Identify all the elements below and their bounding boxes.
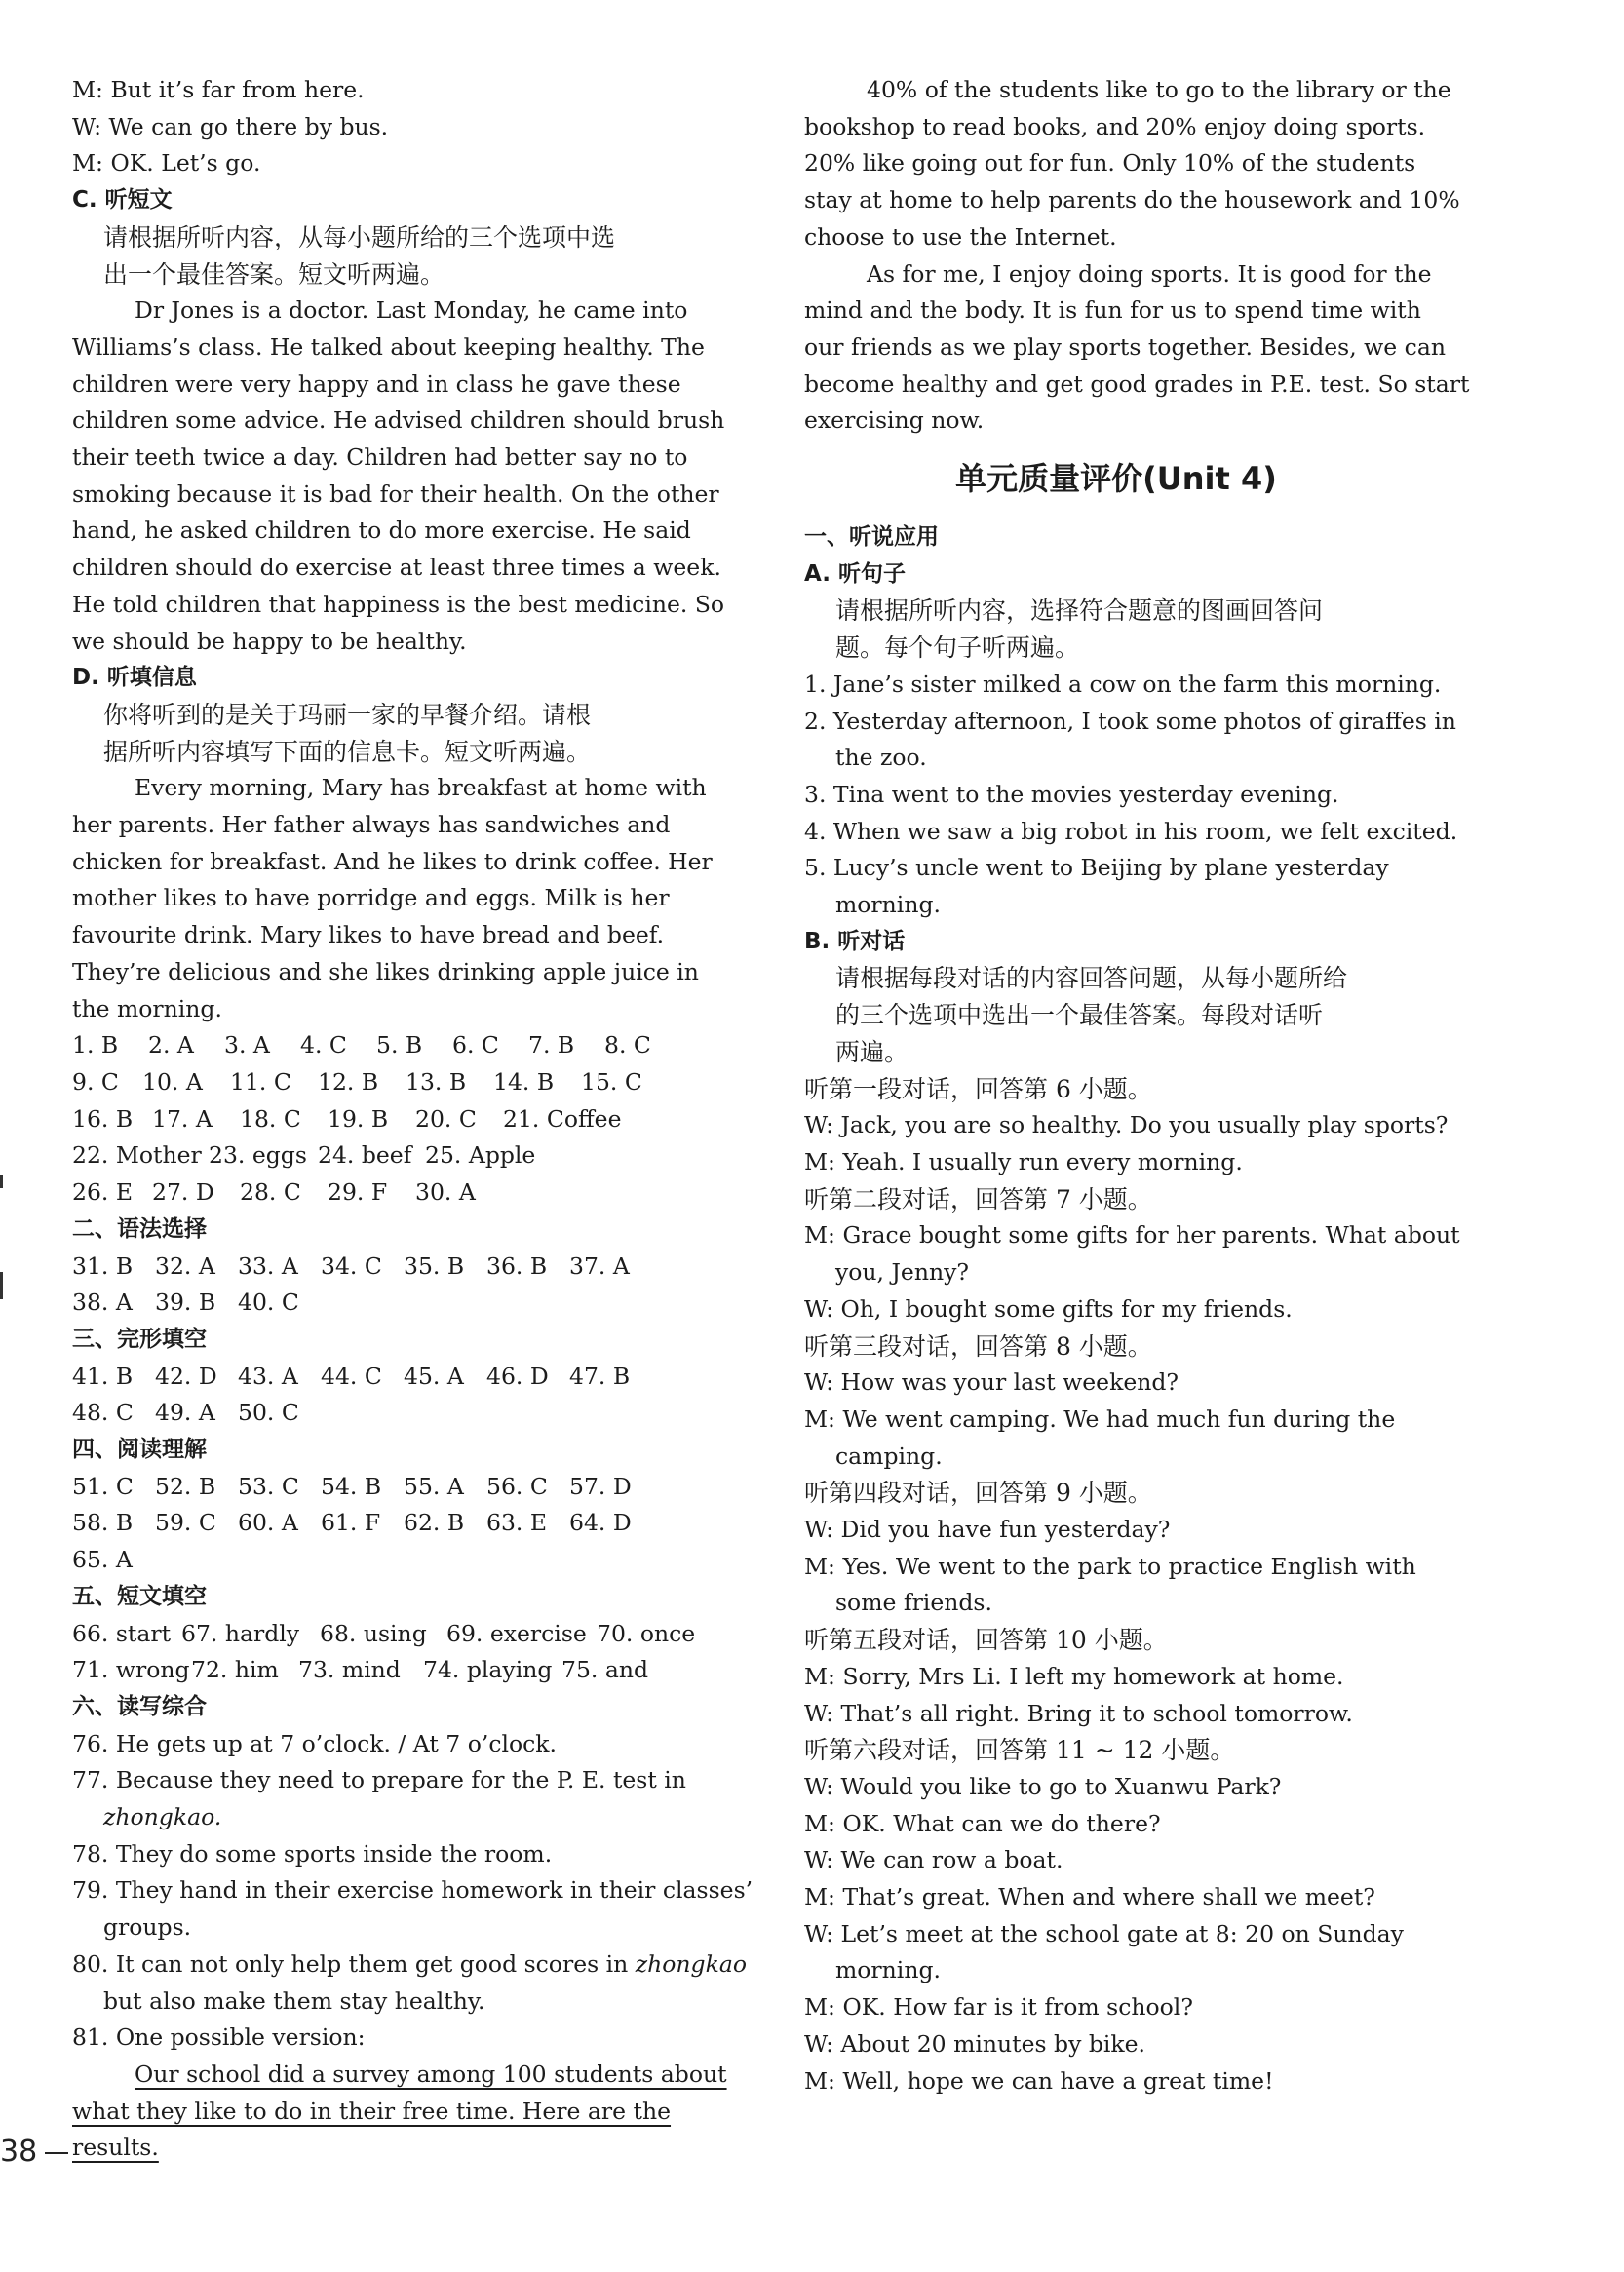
answer: 64. D	[569, 1509, 632, 1537]
answer: 24. beef	[318, 1141, 412, 1170]
answer: 20. C	[415, 1104, 477, 1133]
answer: 74. playing	[423, 1656, 553, 1684]
answer: 69. exercise	[446, 1619, 587, 1647]
answer: 18. C	[240, 1104, 301, 1133]
answer: 22. Mother	[72, 1141, 202, 1170]
essay-line: stay at home to help parents do the housework and 10%	[804, 186, 1460, 214]
dialog-line: M: Grace bought some gifts for her parents. What about	[804, 1221, 1460, 1250]
passage-line: the morning.	[72, 994, 222, 1022]
dialog-line: M: OK. Let’s go.	[72, 149, 261, 177]
passage-line: smoking because it is bad for their health. On the other	[72, 480, 719, 508]
dialog-label: 听第五段对话，回答第 10 小题。	[804, 1626, 1168, 1655]
section-c-heading: C. 听短文	[72, 187, 173, 213]
answer: 62. B	[404, 1509, 465, 1537]
answer: 38. A	[72, 1289, 133, 1317]
essay-line: become healthy and get good grades in P.E. test. So start	[804, 369, 1470, 398]
answer-row	[72, 1616, 696, 1653]
dialog-line: M: Yes. We went to the park to practice English with	[804, 1552, 1416, 1580]
answer: 16. B	[72, 1104, 134, 1133]
dialog-line: M: Sorry, Mrs Li. I left my homework at home.	[804, 1662, 1344, 1690]
answer: 70. once	[597, 1619, 696, 1647]
instruction-line: 请根据每段对话的内容回答问题，从每小题所给	[835, 964, 1348, 993]
essay-line: mind and the body. It is fun for us to spend time with	[804, 296, 1421, 325]
dialog-line-cont: camping.	[835, 1442, 943, 1470]
part1-heading: 一、听说应用	[804, 524, 939, 551]
answer: 49. A	[155, 1399, 215, 1427]
page-number-dash	[45, 2152, 68, 2154]
sentence-item: 3. Tina went to the movies yesterday evening.	[804, 780, 1339, 808]
essay-line: Our school did a survey among 100 students about	[135, 2060, 727, 2088]
answer: 41. B	[72, 1362, 134, 1390]
answer-row	[72, 1359, 696, 1396]
essay-line: As for me, I enjoy doing sports. It is good for the	[867, 259, 1432, 288]
passage-d	[72, 770, 713, 1027]
binding-mark	[0, 1272, 3, 1299]
answer: 56. C	[486, 1472, 548, 1500]
answer: 71. wrong	[72, 1656, 190, 1684]
sentence-item: 4. When we saw a big robot in his room, we felt excited.	[804, 817, 1458, 845]
answer-row	[72, 1469, 696, 1506]
answer: 31. B	[72, 1252, 134, 1280]
dialog-label: 听第四段对话，回答第 9 小题。	[804, 1479, 1152, 1508]
answer: 59. C	[155, 1509, 216, 1537]
dialog-line: M: OK. How far is it from school?	[804, 1993, 1193, 2022]
answer: 27. D	[152, 1178, 214, 1207]
answer: 67. hardly	[181, 1619, 300, 1647]
answer: 28. C	[240, 1178, 301, 1207]
answer: 8. C	[604, 1031, 651, 1059]
passage-line: their teeth twice a day. Children had better say no to	[72, 443, 688, 472]
answer: 17. A	[152, 1104, 213, 1133]
part3-heading: 三、完形填空	[72, 1326, 207, 1352]
essay-line: exercising now.	[804, 406, 985, 435]
answer: 19. B	[328, 1104, 389, 1133]
answer-79: 79. They hand in their exercise homework in their classes’	[72, 1876, 754, 1905]
passage-line: They’re delicious and she likes drinking apple juice in	[72, 957, 699, 985]
instruction-line: 你将听到的是关于玛丽一家的早餐介绍。请根	[103, 700, 592, 729]
answer: 21. Coffee	[503, 1104, 622, 1133]
dialog-line-cont: some friends.	[835, 1589, 992, 1617]
answer-row	[72, 1027, 696, 1064]
dialog-line: W: About 20 minutes by bike.	[804, 2029, 1145, 2058]
answer: 42. D	[155, 1362, 217, 1390]
essay-line: 40% of the students like to go to the library or the	[867, 76, 1451, 103]
answer: 52. B	[155, 1472, 216, 1500]
section-b-heading: B. 听对话	[804, 928, 906, 954]
part5-heading: 五、短文填空	[72, 1583, 207, 1609]
answer-row	[72, 1652, 696, 1689]
binding-mark	[0, 1175, 3, 1188]
instruction-line: 据所听内容填写下面的信息卡。短文听两遍。	[103, 737, 592, 766]
dialog-line-cont: morning.	[835, 1956, 941, 1984]
answer: 26. E	[72, 1178, 133, 1207]
dialog-line: M: OK. What can we do there?	[804, 1809, 1161, 1837]
passage-c	[72, 292, 725, 660]
sentence-item: 5. Lucy’s uncle went to Beijing by plane yesterday	[804, 854, 1389, 882]
section-a-heading: A. 听句子	[804, 560, 906, 587]
dialog-line: W: Let’s meet at the school gate at 8: 20 on Sunday	[804, 1919, 1404, 1947]
answer: 63. E	[486, 1509, 547, 1537]
answer: 47. B	[569, 1362, 631, 1390]
passage-line: mother likes to have porridge and eggs. Milk is her	[72, 884, 670, 912]
sentence-item: 1. Jane’s sister milked a cow on the farm this morning.	[804, 670, 1442, 698]
passage-line: we should be happy to be healthy.	[72, 627, 467, 655]
answer: 2. A	[148, 1031, 194, 1059]
dialog-line: M: But it’s far from here.	[72, 76, 365, 103]
dialog-line: W: Oh, I bought some gifts for my friends.	[804, 1294, 1293, 1323]
right-column	[804, 72, 1470, 2099]
answer: 40. C	[238, 1289, 299, 1317]
answer: 43. A	[238, 1362, 298, 1390]
answer: 66. start	[72, 1619, 172, 1647]
answer: 13. B	[406, 1067, 467, 1096]
answer: 60. A	[238, 1509, 298, 1537]
passage-line: her parents. Her father always has sandwiches and	[72, 811, 671, 839]
answer-80-term: zhongkao	[635, 1949, 747, 1978]
dialog-line: W: How was your last weekend?	[804, 1368, 1179, 1397]
answer: 73. mind	[298, 1656, 401, 1684]
answer: 53. C	[238, 1472, 299, 1500]
answer: 48. C	[72, 1399, 134, 1427]
answer-row	[72, 1542, 696, 1579]
answer: 7. B	[528, 1031, 575, 1059]
dialog-line: W: That’s all right. Bring it to school tomorrow.	[804, 1699, 1353, 1727]
answer-row	[72, 1137, 696, 1175]
answer: 9. C	[72, 1067, 119, 1096]
answer: 6. C	[452, 1031, 499, 1059]
answer: 36. B	[486, 1252, 548, 1280]
dialog-line: W: We can go there by bus.	[72, 112, 389, 140]
answer: 51. C	[72, 1472, 134, 1500]
answer: 1. B	[72, 1031, 119, 1059]
answer-77-cont: zhongkao.	[103, 1803, 222, 1831]
answer-79-cont: groups.	[103, 1913, 192, 1942]
instruction-line: 出一个最佳答案。短文听两遍。	[103, 259, 445, 289]
part6-heading: 六、读写综合	[72, 1693, 207, 1719]
answer: 11. C	[230, 1067, 291, 1096]
answer-80-cont: but also make them stay healthy.	[103, 1986, 485, 2015]
answer-row	[72, 1505, 696, 1542]
answer-77: 77. Because they need to prepare for the P. E. test in	[72, 1766, 686, 1794]
sentence-item-cont: morning.	[835, 891, 941, 919]
passage-line: Dr Jones is a doctor. Last Monday, he came into	[135, 296, 688, 325]
answer: 10. A	[142, 1067, 203, 1096]
instruction-line: 题。每个句子听两遍。	[835, 634, 1080, 663]
passage-line: children some advice. He advised children should brush	[72, 406, 725, 435]
answer: 15. C	[581, 1067, 642, 1096]
passage-line: favourite drink. Mary likes to have bread and beef.	[72, 921, 665, 949]
answer: 34. C	[321, 1252, 382, 1280]
passage-line: Williams’s class. He talked about keeping healthy. The	[72, 332, 705, 361]
answer: 33. A	[238, 1252, 298, 1280]
essay-line: 20% like going out for fun. Only 10% of the students	[804, 149, 1416, 177]
passage-line: children should do exercise at least three times a week.	[72, 554, 721, 582]
answer: 4. C	[300, 1031, 347, 1059]
unit-title: 单元质量评价(Unit 4)	[955, 460, 1277, 498]
dialog-line: W: Jack, you are so healthy. Do you usually play sports?	[804, 1111, 1449, 1139]
dialog-line: W: Did you have fun yesterday?	[804, 1516, 1171, 1544]
answer: 12. B	[318, 1067, 379, 1096]
instruction-line: 请根据所听内容，从每小题所给的三个选项中选	[103, 222, 616, 251]
answer: 46. D	[486, 1362, 549, 1390]
part2-heading: 二、语法选择	[72, 1215, 207, 1242]
answer: 37. A	[569, 1252, 630, 1280]
answer-80-text: 80. It can not only help them get good scores in	[72, 1949, 636, 1978]
dialog-label: 听第六段对话，回答第 11 ~ 12 小题。	[804, 1736, 1235, 1765]
answer: 61. F	[321, 1509, 381, 1537]
dialog-line: M: Yeah. I usually run every morning.	[804, 1147, 1243, 1175]
sentence-item-cont: the zoo.	[835, 744, 927, 772]
section-d-heading: D. 听填信息	[72, 665, 197, 691]
answer-row	[72, 1285, 696, 1322]
essay-line: choose to use the Internet.	[804, 222, 1117, 250]
answer: 54. B	[321, 1472, 382, 1500]
answer-row	[72, 1064, 696, 1101]
dialog-label: 听第三段对话，回答第 8 小题。	[804, 1331, 1152, 1361]
passage-line: chicken for breakfast. And he likes to drink coffee. Her	[72, 847, 713, 875]
answers-part1	[72, 1027, 696, 1212]
answer: 5. B	[376, 1031, 423, 1059]
answer: 57. D	[569, 1472, 632, 1500]
essay-line: results.	[72, 2134, 159, 2162]
instruction-line: 的三个选项中选出一个最佳答案。每段对话听	[835, 1001, 1324, 1030]
instruction-line: 两遍。	[835, 1037, 909, 1066]
answer: 29. F	[328, 1178, 388, 1207]
part4-heading: 四、阅读理解	[72, 1437, 207, 1463]
answer-76: 76. He gets up at 7 o’clock. / At 7 o’clock.	[72, 1729, 558, 1757]
answer-row	[72, 1175, 696, 1212]
dialog-label: 听第一段对话，回答第 6 小题。	[804, 1074, 1152, 1103]
answer: 25. Apple	[425, 1141, 536, 1170]
passage-line: children were very happy and in class he gave these	[72, 369, 681, 398]
essay-line: what they like to do in their free time. Here are the	[72, 2097, 672, 2125]
dialog-line-cont: you, Jenny?	[835, 1258, 969, 1287]
answer: 55. A	[404, 1472, 464, 1500]
dialog-line: M: That’s great. When and where shall we meet?	[804, 1883, 1375, 1911]
essay-line: bookshop to read books, and 20% enjoy doing sports.	[804, 112, 1426, 140]
answer: 45. A	[404, 1362, 464, 1390]
answer: 35. B	[404, 1252, 465, 1280]
answer: 65. A	[72, 1546, 133, 1574]
answer: 72. him	[191, 1656, 279, 1684]
answer-80	[72, 1946, 747, 1983]
dialog-label: 听第二段对话，回答第 7 小题。	[804, 1184, 1152, 1213]
answer-78: 78. They do some sports inside the room.	[72, 1839, 553, 1868]
page-number	[0, 2135, 68, 2169]
dialog-line: M: We went camping. We had much fun during the	[804, 1405, 1396, 1433]
answer: 14. B	[493, 1067, 555, 1096]
answer: 58. B	[72, 1509, 134, 1537]
answer: 50. C	[238, 1399, 299, 1427]
answer: 75. and	[561, 1656, 649, 1684]
answer: 32. A	[155, 1252, 215, 1280]
answer: 30. A	[415, 1178, 476, 1207]
answer-row	[72, 1249, 696, 1286]
answer-81: 81. One possible version:	[72, 2023, 366, 2052]
dialog-line: W: We can row a boat.	[804, 1846, 1063, 1874]
page-number-text: 38	[0, 2135, 38, 2169]
passage-line: He told children that happiness is the best medicine. So	[72, 590, 725, 618]
dialog-line: M: Well, hope we can have a great time!	[804, 2066, 1274, 2095]
answer-row	[72, 1395, 696, 1432]
answer-row	[72, 1101, 696, 1138]
passage-line: Every morning, Mary has breakfast at home with	[135, 774, 707, 802]
dialog-line: W: Would you like to go to Xuanwu Park?	[804, 1772, 1282, 1800]
answer: 23. eggs	[209, 1141, 307, 1170]
answer: 39. B	[155, 1289, 216, 1317]
answer: 68. using	[320, 1619, 427, 1647]
essay-line: our friends as we play sports together. Besides, we can	[804, 332, 1446, 361]
passage-line: hand, he asked children to do more exercise. He said	[72, 517, 691, 545]
answer: 3. A	[224, 1031, 270, 1059]
left-column	[72, 72, 754, 2167]
instruction-line: 请根据所听内容，选择符合题意的图画回答问	[835, 597, 1324, 626]
sentence-item: 2. Yesterday afternoon, I took some photos of giraffes in	[804, 707, 1456, 735]
answer: 44. C	[321, 1362, 382, 1390]
